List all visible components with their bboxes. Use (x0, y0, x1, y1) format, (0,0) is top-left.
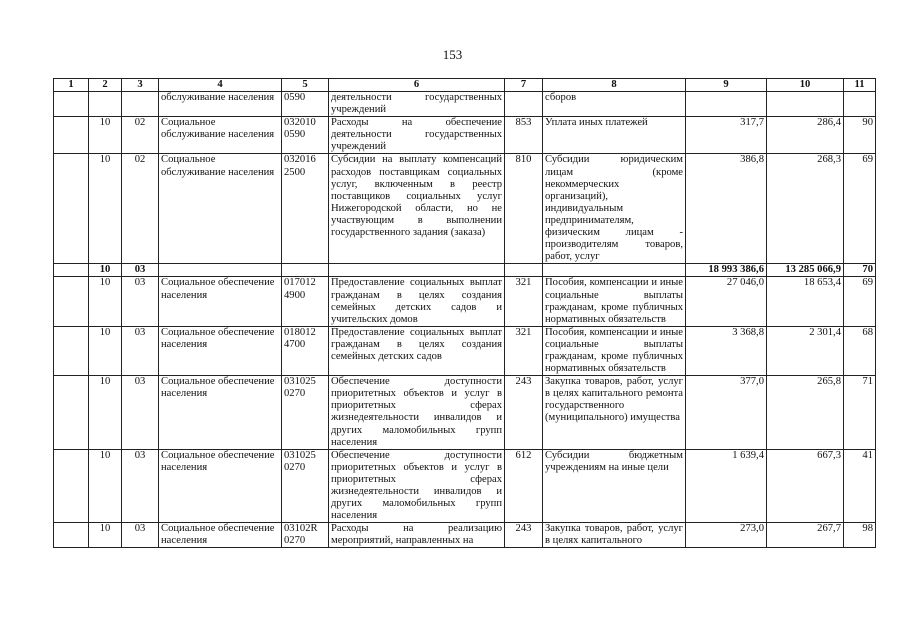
table-cell (686, 92, 767, 117)
table-cell: 98 (844, 523, 876, 548)
table-row (54, 326, 876, 375)
table-cell: 810 (505, 154, 543, 264)
table-cell: Субсидии бюджетным учреждениям на иные цели (543, 449, 686, 523)
table-cell: 70 (844, 264, 876, 277)
table-cell: 69 (844, 277, 876, 326)
table-cell (54, 326, 89, 375)
table-cell (54, 92, 89, 117)
table-cell (844, 92, 876, 117)
table-cell: 68 (844, 326, 876, 375)
table-cell: Социальное обеспечение населения (159, 277, 282, 326)
table-cell: 017012 4900 (282, 277, 329, 326)
table-cell: 41 (844, 449, 876, 523)
column-header: 6 (329, 79, 505, 92)
table-cell: 10 (89, 264, 122, 277)
table-cell: 268,3 (767, 154, 844, 264)
table-cell: Обеспечение доступности приоритетных объектов и услуг в приоритетных сферах жизнедеятельности инвалидов и других маломобильных групп населения (329, 449, 505, 523)
table-cell: Закупка товаров, работ, услуг в целях капитального (543, 523, 686, 548)
table-cell: 031025 0270 (282, 376, 329, 450)
table-cell: Пособия, компенсации и иные социальные выплаты гражданам, кроме публичных нормативных обязательств (543, 277, 686, 326)
table-row (54, 154, 876, 264)
table-cell (54, 277, 89, 326)
table-cell: 243 (505, 376, 543, 450)
table-cell: 02 (122, 117, 159, 154)
table-cell: Субсидии на выплату компенсаций расходов поставщикам социальных услуг, включенным в реестр поставщиков социальных услуг Нижегородской области, но не участвующим в выполнении государственного задания (заказа) (329, 154, 505, 264)
table-cell (767, 92, 844, 117)
table-cell: Предоставление социальных выплат гражданам в целях создания семейных детских садов и учительских домов (329, 277, 505, 326)
table-cell: 1 639,4 (686, 449, 767, 523)
table-cell: Предоставление социальных выплат гражданам в целях создания семейных детских садов (329, 326, 505, 375)
table-cell: 032010 0590 (282, 117, 329, 154)
table-row (54, 277, 876, 326)
table-cell: 10 (89, 376, 122, 450)
table-cell: 10 (89, 523, 122, 548)
table-cell: 243 (505, 523, 543, 548)
subtotal-row (54, 264, 876, 277)
header-row (54, 79, 876, 92)
table-cell: 612 (505, 449, 543, 523)
table-cell: 18 993 386,6 (686, 264, 767, 277)
table-cell: 031025 0270 (282, 449, 329, 523)
column-header: 8 (543, 79, 686, 92)
column-header: 5 (282, 79, 329, 92)
table-cell: 10 (89, 277, 122, 326)
table-cell: Обеспечение доступности приоритетных объектов и услуг в приоритетных сферах жизнедеятельности инвалидов и других маломобильных групп населения (329, 376, 505, 450)
table-row (54, 449, 876, 523)
table-cell (282, 264, 329, 277)
table-cell (505, 264, 543, 277)
table-cell: 667,3 (767, 449, 844, 523)
table-cell: 03 (122, 264, 159, 277)
table-row (54, 92, 876, 117)
table-cell: 18 653,4 (767, 277, 844, 326)
table-cell (54, 449, 89, 523)
table-cell: Расходы на реализацию мероприятий, направленных на (329, 523, 505, 548)
table-cell: 10 (89, 154, 122, 264)
table-cell: 321 (505, 277, 543, 326)
table-cell: 10 (89, 449, 122, 523)
column-header: 9 (686, 79, 767, 92)
table-cell (54, 154, 89, 264)
table-cell: 03 (122, 326, 159, 375)
table-cell: 386,8 (686, 154, 767, 264)
table-cell: 90 (844, 117, 876, 154)
table-cell (159, 264, 282, 277)
table-cell (543, 264, 686, 277)
table-cell: 273,0 (686, 523, 767, 548)
table-cell: 03 (122, 523, 159, 548)
table-cell: 13 285 066,9 (767, 264, 844, 277)
table-cell: 853 (505, 117, 543, 154)
column-header: 11 (844, 79, 876, 92)
column-header: 10 (767, 79, 844, 92)
table-row (54, 117, 876, 154)
table-row (54, 376, 876, 450)
table-cell: 317,7 (686, 117, 767, 154)
table-cell: Субсидии юридическим лицам (кроме некоммерческих организаций), индивидуальным предпринимателям, физическим лицам - производителям товаров, работ, услуг (543, 154, 686, 264)
table-cell: 321 (505, 326, 543, 375)
table-cell: 267,7 (767, 523, 844, 548)
table-cell: обслуживание населения (159, 92, 282, 117)
table-cell: 2 301,4 (767, 326, 844, 375)
table-cell: Социальное обеспечение населения (159, 376, 282, 450)
table-cell: Социальное обеспечение населения (159, 523, 282, 548)
table-cell: 03 (122, 277, 159, 326)
table-cell (505, 92, 543, 117)
table-cell: 71 (844, 376, 876, 450)
table-cell: 032016 2500 (282, 154, 329, 264)
table-cell: 377,0 (686, 376, 767, 450)
table-cell: сборов (543, 92, 686, 117)
table-cell: 10 (89, 326, 122, 375)
table-cell (122, 92, 159, 117)
column-header: 1 (54, 79, 89, 92)
table-cell (54, 523, 89, 548)
table-cell: 02 (122, 154, 159, 264)
column-header: 7 (505, 79, 543, 92)
table-cell (54, 264, 89, 277)
table-cell: 3 368,8 (686, 326, 767, 375)
table-cell: 69 (844, 154, 876, 264)
table-cell: Социальное обслуживание населения (159, 154, 282, 264)
table-cell (89, 92, 122, 117)
table-cell: 03 (122, 376, 159, 450)
table-cell: 265,8 (767, 376, 844, 450)
table-cell: Социальное обслуживание населения (159, 117, 282, 154)
table-cell: 0590 (282, 92, 329, 117)
table-cell: 03 (122, 449, 159, 523)
column-header: 2 (89, 79, 122, 92)
table-cell: 10 (89, 117, 122, 154)
table-cell: Уплата иных платежей (543, 117, 686, 154)
table-cell: 018012 4700 (282, 326, 329, 375)
table-cell: Закупка товаров, работ, услуг в целях капитального ремонта государственного (муниципального) имущества (543, 376, 686, 450)
table-cell: 03102R 0270 (282, 523, 329, 548)
table-cell (329, 264, 505, 277)
table-cell: деятельности государственных учреждений (329, 92, 505, 117)
table-cell: Пособия, компенсации и иные социальные выплаты гражданам, кроме публичных нормативных обязательств (543, 326, 686, 375)
budget-table (53, 78, 876, 548)
column-header: 3 (122, 79, 159, 92)
table-cell: Расходы на обеспечение деятельности государственных учреждений (329, 117, 505, 154)
column-header: 4 (159, 79, 282, 92)
table-cell (54, 117, 89, 154)
table-cell: Социальное обеспечение населения (159, 449, 282, 523)
table-cell: 27 046,0 (686, 277, 767, 326)
table-cell (54, 376, 89, 450)
table-row (54, 523, 876, 548)
page-number: 153 (442, 47, 463, 62)
table-cell: 286,4 (767, 117, 844, 154)
table-cell: Социальное обеспечение населения (159, 326, 282, 375)
